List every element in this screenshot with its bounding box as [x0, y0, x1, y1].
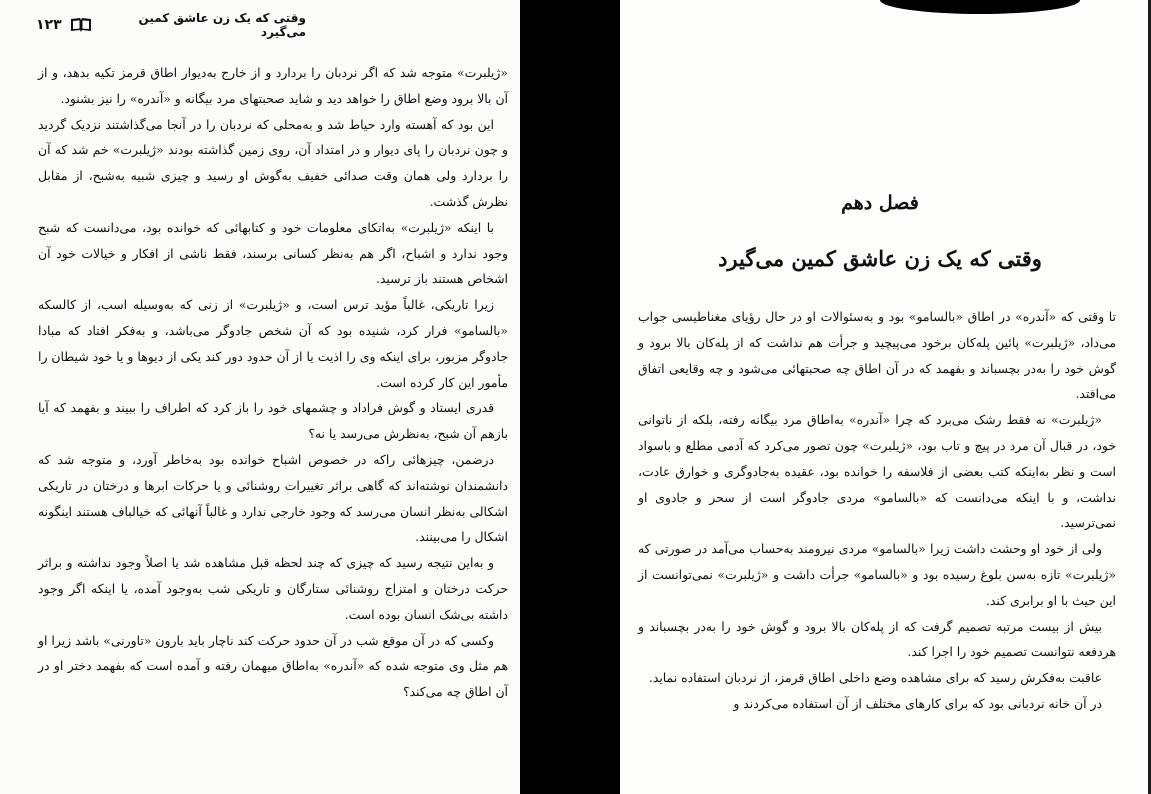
chapter-label: فصل دهم: [841, 192, 919, 214]
chapter-title: وقتی که یک زن عاشق کمین می‌گیرد: [718, 246, 1042, 271]
paragraph: قدری ایستاد و گوش فراداد و چشمهای خود را باز کرد که اطراف را ببیند و بفهمد که آیا بازهم آن شبح، به‌نظرش می‌رسد یا نه؟: [38, 400, 508, 442]
paragraph: این بود که آهسته وارد حیاط شد و به‌محلی که نردبان را در آنجا می‌گذاشتند نزدیک گردید و چون نردبان را پای دیوار و در امتداد آن، روی زمین گذاشته بودند «ژیلبرت» خم شد که آن را بردارد ولی همان وقت صدائی خفیف به‌گوش او رسید و چیزی شبیه به‌شبح، از مقابل نظرش گذشت.: [38, 116, 508, 209]
page-number: ١٢٣: [36, 17, 62, 33]
book-gutter-shadow: [520, 0, 620, 794]
running-head-title: وقتی که یک زن عاشق کمین می‌گیرد: [138, 11, 306, 39]
paragraph: وکسی که در آن موقع شب در آن حدود حرکت کند ناچار باید بارون «تاورنی» باشد زیرا او هم مثل وی متوجه شده که «آندره» به‌اطاق میهمان رفته و آمده است که بفهمد دختر او در آن اطاق چه می‌کند؟: [38, 632, 508, 700]
paragraph: «ژیلبرت» متوجه شد که اگر نردبان را بردارد و از خارج به‌دیوار اطاق قرمز تکیه بدهد، و از آن بالا برود وضع اطاق را خواهد دید و شاید صحبتهای مرد بیگانه و «آندره» را نیز بشنود.: [38, 65, 508, 106]
paragraph: با اینکه «ژیلبرت» به‌اتکای معلومات خود و کتابهائی که خوانده بود، می‌دانست که شبح وجود ندارد و اشباح، اگر هم به‌نظر کسانی برسند، فقط ناشی از افکار و خیالات خود آن اشخاص هستند باز ترسید.: [38, 219, 508, 287]
running-header: [36, 11, 306, 39]
left-page: [0, 0, 540, 794]
left-body-text: [38, 60, 508, 705]
paragraph: تا وقتی که «آندره» در اطاق «بالسامو» بود و به‌سئوالات او در حال رؤیای مغناطیسی جواب می‌داد، «ژیلبرت» پائین پله‌کان برخود می‌پیچید و جرأت هم نداشت که از پله‌کان بالا برود و گوش خود را به‌در بچسباند و بفهمد که در آن اطاق چه صحبتهائی می‌شود و چه وقایعی اتفاق می‌افتد.: [638, 309, 1116, 402]
book-icon: [70, 17, 92, 33]
paragraph: بیش از بیست مرتبه تصمیم گرفت که از پله‌کان بالا برود و گوش خود را به‌در بچسباند و هردفعه نتوانست تصمیم خود را اجرا کند.: [638, 618, 1116, 660]
paragraph: و به‌این نتیجه رسید که چیزی که چند لحظه قبل مشاهده شد یا اصلاً وجود نداشته و براثر حرکت درختان و امتزاج روشنائی ستارگان و تاریکی شب به‌وجود آمده، یا اینکه اگر وجود داشته بی‌شک انسان بوده است.: [38, 555, 508, 622]
paragraph: زیرا تاریکی، غالباً مؤید ترس است، و «ژیلبرت» از زنی که به‌وسیله اسب، از کالسکه «بالسامو» فرار کرد، شنیده بود که آن شخص جادوگر می‌باشد، و به‌فکر افتاد که مبادا جادوگر مزبور، برای اینکه وی را اذیت یا از آن حدود دور کند یکی از دیوها و یا خود شیطان را مأمور این کار کرده است.: [38, 297, 508, 390]
paragraph: عاقبت به‌فکرش رسید که برای مشاهده وضع داخلی اطاق قرمز، از نردبان استفاده نماید.: [648, 670, 1102, 686]
paragraph: ولی از خود او وحشت داشت زیرا «بالسامو» مردی نیرومند به‌حساب می‌آمد در صورتی که «ژیلبرت» تازه به‌سن بلوغ رسیده بود و «بالسامو» جرأت داشت و «ژیلبرت» نمی‌توانست از این حیث با او برابری کند.: [638, 541, 1116, 608]
paragraph: در آن خانه نردبانی بود که برای کارهای مختلف از آن استفاده می‌کردند و: [733, 695, 1102, 711]
paragraph: درضمن، چیزهائی راکه در خصوص اشباح خوانده بود به‌خاطر آورد، و متوجه شد که دانشمندان نوشته‌اند که گاهی براثر تغییرات روشنائی و یا حرکات ابرها و درختان در تاریکی اشکالی به‌نظر انسان می‌رسد که وجود خارجی ندارد و غالباً آنهائی که خیالباف هستند اینگونه اشکال را می‌بینند.: [38, 451, 508, 545]
paragraph: «ژیلبرت» نه فقط رشک می‌برد که چرا «آندره» به‌اطاق مرد بیگانه رفته، بلکه از ناتوانی خود، در قبال آن مرد در پیچ و تاب بود، «ژیلبرت» چون تصور می‌کرد که آدمی مطلع و باسواد است و نظر به‌اینکه کتب بعضی از فلاسفه را خوانده بود، عقیده به‌جادوگری و خوارق عادت، نداشت، و با اینکه می‌دانست که «بالسامو» مردی جادوگر است از سحر و جادوی او نمی‌ترسید.: [638, 412, 1116, 531]
right-body-text: [638, 304, 1116, 717]
